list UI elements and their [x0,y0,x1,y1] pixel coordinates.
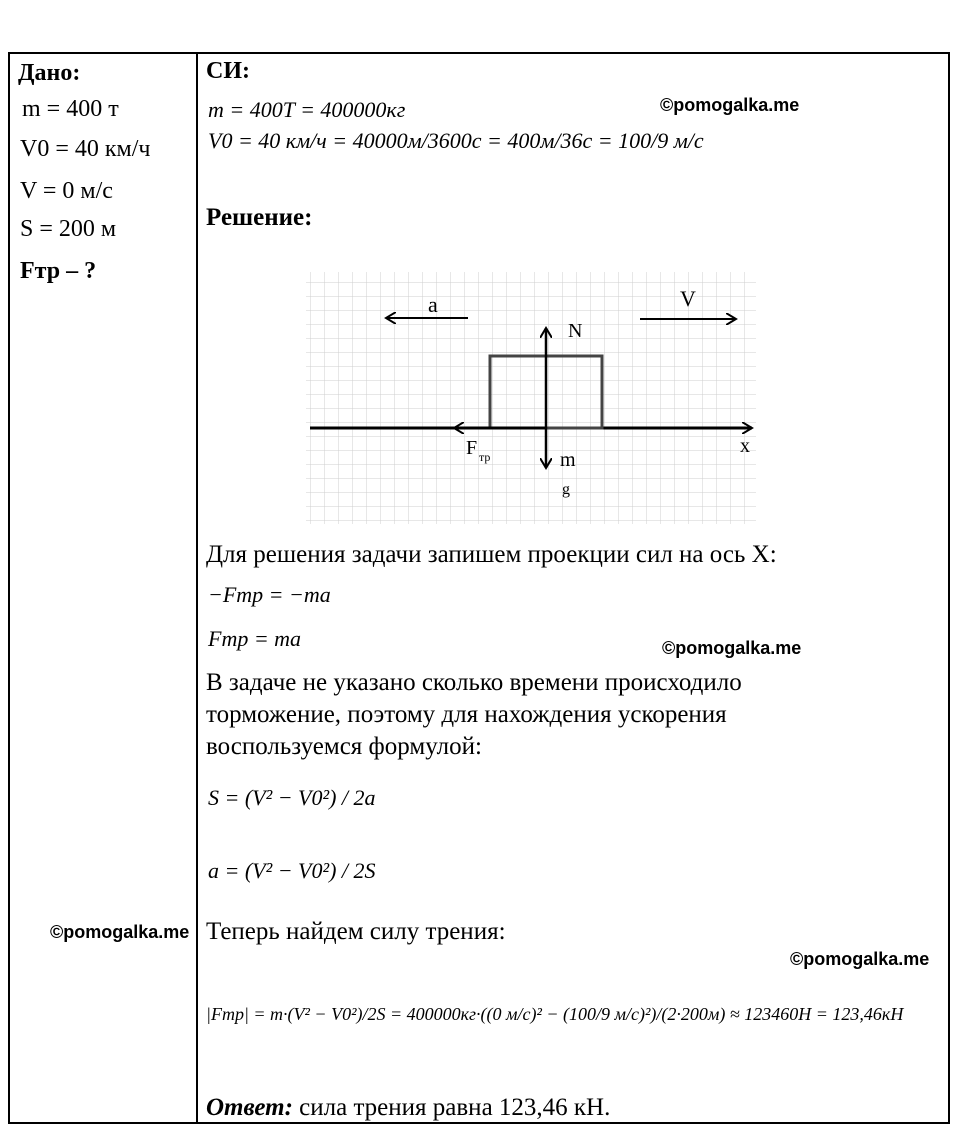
si-velocity-conversion: V0 = 40 км/ч = 40000м/3600с = 400м/36с = 100/9 м/с [208,128,704,153]
label-m: m [560,449,576,471]
given-title: Дано: [18,60,81,86]
label-x: x [740,435,750,457]
force-diagram [296,268,768,530]
equation-acceleration: a = (V² − V0²) / 2S [208,858,376,883]
given-distance: S = 200 м [20,216,117,242]
si-mass-conversion: m = 400T = 400000кг [208,97,406,122]
watermark-1: ©pomogalka.me [660,95,800,115]
answer-label: Ответ: [206,1094,293,1121]
watermark-4: ©pomogalka.me [790,949,930,969]
label-n: N [568,320,583,342]
answer-line [206,1094,610,1122]
friction-intro: Теперь найдем силу трения: [206,918,506,945]
explanation-line-2: торможение, поэтому для нахождения ускорения [206,701,727,728]
given-initial-velocity: V0 = 40 км/ч [20,136,151,162]
label-f-sub: тр [479,450,491,464]
equation-distance: S = (V² − V0²) / 2a [208,785,376,810]
equation-projection: −Fтр = −ma [208,582,331,607]
label-g: g [562,481,570,498]
label-v: V [680,286,696,311]
given-find: Fтр – ? [20,258,97,284]
si-title: СИ: [206,58,250,84]
given-final-velocity: V = 0 м/с [20,178,113,204]
solution-title: Решение: [206,204,313,231]
watermark-3: ©pomogalka.me [50,922,190,942]
label-f: F [466,437,478,459]
given-mass: m = 400 т [22,96,119,122]
explanation-line-1: В задаче не указано сколько времени происходило [206,669,742,696]
answer-text: сила трения равна 123,46 кН. [292,1094,611,1121]
label-a: a [428,292,438,317]
column-divider [196,52,198,1124]
explanation-line-3: воспользуемся формулой: [206,733,482,760]
projection-text: Для решения задачи запишем проекции сил на ось X: [206,541,777,568]
equation-friction-result: |Fтр| = m·(V² − V0²)/2S = 400000кг·((0 м/с)² − (100/9 м/с)²)/(2·200м) ≈ 123460H = 123,46кН [206,1004,904,1024]
watermark-2: ©pomogalka.me [662,638,802,658]
equation-friction: Fтр = ma [208,626,302,651]
